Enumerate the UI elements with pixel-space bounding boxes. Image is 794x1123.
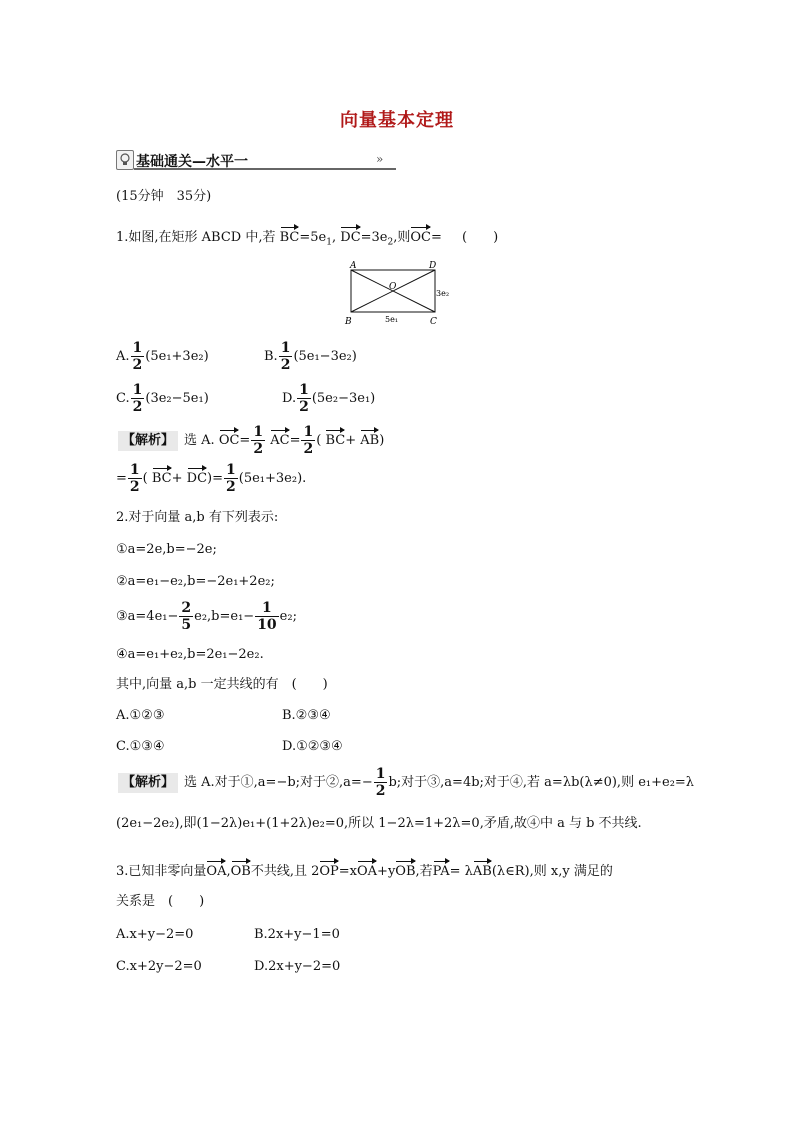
label-3e2: 3e₂	[436, 289, 450, 298]
q1-option-b[interactable]: B. $\frac{1}{2}$ (5e₁−3e₂)	[264, 340, 357, 373]
q1-option-c[interactable]: C. $\frac{1}{2}$ (3e₂−5e₁)	[116, 382, 209, 415]
section-arrow: »	[376, 152, 384, 166]
q2-option-d[interactable]: D.①②③④	[282, 739, 343, 754]
label-o: O	[389, 282, 397, 292]
q3-option-b[interactable]: B.2x+y−1=0	[254, 927, 340, 942]
q1-stem: 1.如图,在矩形 ABCD 中,若 $BC=5e_1$, $DC=3e_2$,则OC= ( )	[116, 226, 498, 252]
q3-question: 关系是 ( )	[116, 894, 205, 909]
label-d: D	[429, 261, 437, 271]
vector-oc: OC	[410, 226, 431, 247]
section-underline	[134, 168, 396, 170]
q3-stem: 3.已知非零向量OA,OB不共线,且 2OP=xOA+yOB,若PA= λAB(λ∈R),则 x,y 满足的	[116, 860, 613, 881]
q2-option-a[interactable]: A.①②③	[116, 708, 165, 723]
answer-blank: ( )	[462, 230, 499, 245]
q2-analysis-line1: 【解析】 选 A.对于①,a=−b;对于②,a=− $\frac{1}{2}$ b;对于③,a=4b;对于④,若 a=λb(λ≠0),则 e₁+e₂=λ	[118, 766, 694, 799]
q3-option-d[interactable]: D.2x+y−2=0	[254, 959, 341, 974]
q2-item-2: ②a=e₁−e₂,b=−2e₁+2e₂;	[116, 574, 275, 589]
q2-option-c[interactable]: C.①③④	[116, 739, 165, 754]
q2-analysis-line2: (2e₁−2e₂),即(1−2λ)e₁+(1+2λ)e₂=0,所以 1−2λ=1+2λ=0,矛盾,故④中 a 与 b 不共线.	[116, 816, 642, 831]
rectangle-figure	[342, 258, 454, 328]
q1-analysis-line2: = $\frac{1}{2}$ ( BC+ DC)= $\frac{1}{2}$ (5e₁+3e₂).	[116, 462, 307, 495]
label-c: C	[430, 317, 437, 327]
vector-bc: BC	[280, 226, 300, 247]
page-title: 向量基本定理	[340, 110, 454, 131]
q1-option-d[interactable]: D. $\frac{1}{2}$ (5e₂−3e₁)	[282, 382, 376, 415]
q2-item-1: ①a=2e,b=−2e;	[116, 542, 217, 557]
analysis-tag: 【解析】	[118, 431, 178, 451]
label-a: A	[350, 261, 357, 271]
time-score: (15分钟 35分)	[116, 189, 212, 204]
q2-option-b[interactable]: B.②③④	[282, 708, 331, 723]
q3-option-c[interactable]: C.x+2y−2=0	[116, 959, 202, 974]
q2-item-4: ④a=e₁+e₂,b=2e₁−2e₂.	[116, 647, 264, 662]
q2-question: 其中,向量 a,b 一定共线的有 ( )	[116, 677, 328, 692]
q2-item-3: ③a=4e₁− $\frac{2}{5}$ e₂,b=e₁− $\frac{1}{10}$ e₂;	[116, 600, 297, 633]
section-label: 基础通关—水平一	[136, 154, 248, 170]
vector-dc: DC	[340, 226, 360, 247]
q3-option-a[interactable]: A.x+y−2=0	[116, 927, 194, 942]
label-5e1: 5e₁	[385, 315, 399, 324]
lightbulb-icon	[116, 150, 134, 170]
q1-analysis-line1: 【解析】 选 A. OC= $\frac{1}{2}$ AC= $\frac{1}{2}$ ( BC+ AB)	[118, 424, 384, 457]
q2-stem: 2.对于向量 a,b 有下列表示:	[116, 510, 279, 525]
label-b: B	[345, 317, 352, 327]
analysis-tag: 【解析】	[118, 773, 178, 793]
q1-option-a[interactable]: A. $\frac{1}{2}$ (5e₁+3e₂)	[116, 340, 209, 373]
